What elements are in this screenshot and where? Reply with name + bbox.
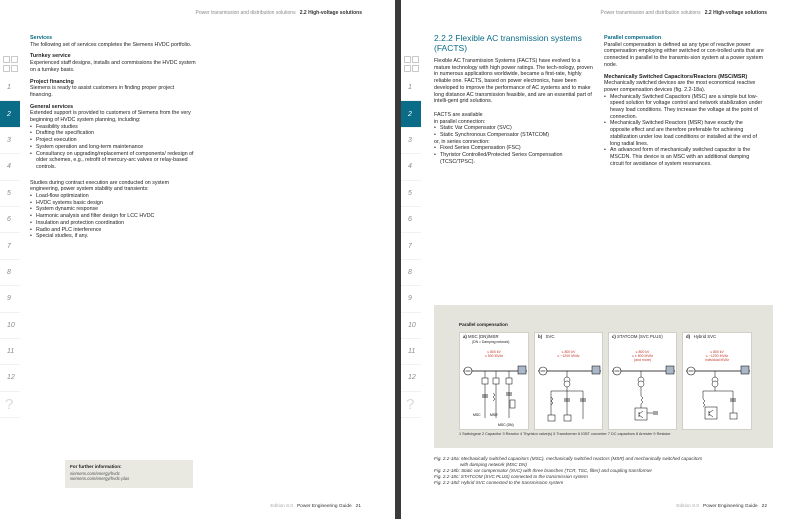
chapter-tab-3[interactable]: 3 xyxy=(0,128,20,154)
chapter-tab-2[interactable]: 2 xyxy=(401,101,421,127)
svc-diagram xyxy=(535,333,604,431)
msc-list xyxy=(604,94,764,168)
hybrid-svc-diagram xyxy=(683,333,753,431)
msc-heading: Mechanically Switched Capacitors/Reactors (MSC/MSR) xyxy=(604,73,748,80)
caption-18a-cont: with damping network (MSC DN) xyxy=(460,462,527,467)
studies-text: Studies during contract execution are conducted on system engineering, power system stability and transients: xyxy=(30,179,169,193)
caption-18b: Fig. 2.2-18b: Static var compensator (SVC) with three branches (TCR, TSC, filter) and coupling transformer xyxy=(434,468,653,473)
chapter-tab-12[interactable]: 12 xyxy=(0,365,20,391)
list-item: • Consultancy on upgrading/replacement of components/ redesign of older schemes, e.g., retrofit of mercury-arc valves or relay-based controls. xyxy=(30,151,198,171)
running-header: Power transmission and distribution solutions 2.2 High-voltage solutions xyxy=(600,10,767,16)
chapter-tabs xyxy=(401,53,421,418)
list-item: • Special studies, if any. xyxy=(30,233,198,240)
chapter-tab-8[interactable]: 8 xyxy=(0,260,20,286)
list-item: • Mechanically Switched Capacitors (MSC) are a simple but low-speed solution for voltage control and network stabilization under heavy load conditions. They increase the voltage at the point of connection. xyxy=(604,94,764,121)
page-number: 22 xyxy=(761,504,767,509)
figure-captions xyxy=(434,456,784,486)
chapter-tab-11[interactable]: 11 xyxy=(401,339,421,365)
panel-hybrid-svc: d) Hybrid SVC ≤ 800 kV ≤ −1200 MVAr individual MVAr xyxy=(682,332,752,430)
list-item: • Fixed Series Compensation (FSC) xyxy=(434,145,596,152)
info-link-hvdc-plus[interactable]: siemens.com/energy/hvdc-plus xyxy=(70,476,130,481)
tab-list xyxy=(401,75,421,418)
chapter-tab-7[interactable]: 7 xyxy=(0,233,20,259)
svg-text:MSR: MSR xyxy=(490,413,498,417)
services-text: The following set of services completes the Siemens HVDC portfolio. xyxy=(30,41,192,48)
chapter-tab-2[interactable]: 2 xyxy=(0,101,20,127)
list-item: • Load-flow optimization xyxy=(30,193,198,200)
services-column xyxy=(30,35,198,245)
panel-svc: b) SVC ≤ 800 kV ≤ −1200 MVAr xyxy=(534,332,603,430)
further-info-box xyxy=(65,460,193,488)
list-item: • HVDC systems basic design xyxy=(30,200,198,207)
figure-legend: 1 Switchgear 2 Capacitor 3 Reactor 4 Thyristor valve(s) 5 Transformer 6 IGBT converter 7 DC capacitors 8 Arrester 9 Resistor xyxy=(459,432,671,436)
chapter-tab-4[interactable]: 4 xyxy=(401,154,421,180)
list-item: • Feasibility studies xyxy=(30,124,198,131)
chapter-tab-8[interactable]: 8 xyxy=(401,260,421,286)
list-item: • An advanced form of mechanically switched capacitor is the MSCDN. This device is an MSC with an additional damping circuit for avoidance of system resonances. xyxy=(604,147,764,167)
statcom-diagram xyxy=(609,333,678,431)
chapter-tab-3[interactable]: 3 xyxy=(401,128,421,154)
svg-text:MSC: MSC xyxy=(473,413,481,417)
chapter-tab-6[interactable]: 6 xyxy=(0,207,20,233)
grid-icon xyxy=(0,53,20,75)
chapter-tab-help[interactable]: ? xyxy=(401,392,421,418)
info-title: For further information: xyxy=(70,464,122,469)
services-heading: Services xyxy=(30,35,53,41)
right-page xyxy=(401,0,794,519)
facts-column xyxy=(434,33,596,166)
chapter-tab-10[interactable]: 10 xyxy=(401,313,421,339)
parallel-compensation-figure xyxy=(434,305,773,448)
msc-diagram xyxy=(460,333,530,431)
list-item: • Drafting the specification xyxy=(30,130,198,137)
chapter-tabs xyxy=(0,53,20,418)
running-header: Power transmission and distribution solutions 2.2 High-voltage solutions xyxy=(195,10,362,16)
list-item: • Radio and PLC interference xyxy=(30,227,198,234)
list-item: • Insulation and protection coordination xyxy=(30,220,198,227)
series-list xyxy=(434,145,596,165)
panel-statcom: c) STATCOM (SVC PLUS) ≤ 800 kV ≤ ± 500 MVAr (and more) xyxy=(608,332,677,430)
tab-list xyxy=(0,75,20,418)
msc-text: Mechanically switched devices are the most economical reactive power compensation devices (fig. 2.2-18a). xyxy=(604,80,756,93)
chapter-tab-help[interactable]: ? xyxy=(0,392,20,418)
chapter-tab-9[interactable]: 9 xyxy=(0,286,20,312)
parallel-heading: Parallel compensation xyxy=(604,35,662,41)
list-item: • Harmonic analysis and filter design for LCC HVDC xyxy=(30,213,198,220)
general-heading: General services xyxy=(30,103,74,110)
panel-msc: a) MSC (DN)/MSR (DN = Damping network) ≤ 800 kV ≤ 500 MVAr MSC MSR MSC (DN) xyxy=(459,332,529,430)
list-item: • Project execution xyxy=(30,137,198,144)
page-footer: Edition 8.0 Power Engineering Guide 21 xyxy=(270,504,361,509)
chapter-tab-9[interactable]: 9 xyxy=(401,286,421,312)
page-number: 21 xyxy=(355,504,361,509)
list-item: • Static Synchronous Compensator (STATCOM) xyxy=(434,132,596,139)
chapter-tab-1[interactable]: 1 xyxy=(0,75,20,101)
list-item: • Static Var Compensator (SVC) xyxy=(434,125,596,132)
grid-icon xyxy=(401,53,421,75)
general-list xyxy=(30,124,198,171)
available-line-1: FACTS are available xyxy=(434,111,483,118)
caption-18d: Fig. 2.2-18d: Hybrid SVC connected to the transmission system xyxy=(434,480,564,485)
parallel-text: Parallel compensation is defined as any type of reactive power compensation employing either switched or con-trolled units that are connected in parallel to the transmis-sion system at a power system node. xyxy=(604,41,764,68)
chapter-tab-5[interactable]: 5 xyxy=(0,181,20,207)
page-footer: Edition 8.0 Power Engineering Guide 22 xyxy=(676,504,767,509)
chapter-tab-7[interactable]: 7 xyxy=(401,233,421,259)
turnkey-text: Experienced staff designs, installs and commissions the HVDC system on a turnkey basis. xyxy=(30,60,196,73)
list-item: • System dynamic response xyxy=(30,206,198,213)
list-item: • Mechanically Switched Reactors (MSR) have exactly the opposite effect and are therefore preferable for achieving stabilization under low load conditions or installed at the end of long radial lines. xyxy=(604,120,764,147)
chapter-tab-5[interactable]: 5 xyxy=(401,181,421,207)
caption-18c: Fig. 2.2-18c: STATCOM (SVC PLUS) connected to the transmission system xyxy=(434,474,588,479)
studies-list xyxy=(30,193,198,240)
financing-heading: Project financing xyxy=(30,78,74,85)
caption-18a: Fig. 2.2-18a: Mechanically switched capacitors (MSC), mechanically switched reactors (MSR) and mechanically switched capacitors xyxy=(434,456,703,461)
section-title: 2.2.2 Flexible AC transmission systems (FACTS) xyxy=(434,33,582,53)
list-item: • System operation and long-term maintenance xyxy=(30,144,198,151)
general-text: Extended support is provided to customers of Siemens from the very beginning of HVDC system planning, including: xyxy=(30,110,191,124)
chapter-tab-12[interactable]: 12 xyxy=(401,365,421,391)
series-line: or, in series connection: xyxy=(434,138,490,145)
financing-text: Siemens is ready to assist customers in finding proper project financing. xyxy=(30,85,175,98)
turnkey-heading: Turnkey service xyxy=(30,53,71,60)
svg-text:MSC (DN): MSC (DN) xyxy=(498,423,514,427)
chapter-tab-4[interactable]: 4 xyxy=(0,154,20,180)
facts-intro: Flexible AC Transmission Systems (FACTS) have evolved to a mature technology with high power ratings. The tech-nology, proven in numerous applications worldwide, became a first-rate, highly reliable one. FACTS, based on power electronics, have been developed to improve the performance of AC systems and to make long distance AC transmission feasible, and are an essential part of intelli-gent grid solutions. xyxy=(434,58,593,105)
chapter-tab-6[interactable]: 6 xyxy=(401,207,421,233)
list-item: • Thyristor Controlled/Protected Series Compensation (TCSC/TPSC). xyxy=(434,152,596,165)
figure-title: Parallel compensation xyxy=(459,322,508,327)
chapter-tab-11[interactable]: 11 xyxy=(0,339,20,365)
left-page xyxy=(0,0,395,519)
parallel-column xyxy=(604,35,764,167)
parallel-list xyxy=(434,125,596,138)
chapter-tab-1[interactable]: 1 xyxy=(401,75,421,101)
info-link-hvdc[interactable]: siemens.com/energy/hvdc xyxy=(70,470,120,476)
available-line-2: in parallel connection: xyxy=(434,118,486,125)
chapter-tab-10[interactable]: 10 xyxy=(0,313,20,339)
